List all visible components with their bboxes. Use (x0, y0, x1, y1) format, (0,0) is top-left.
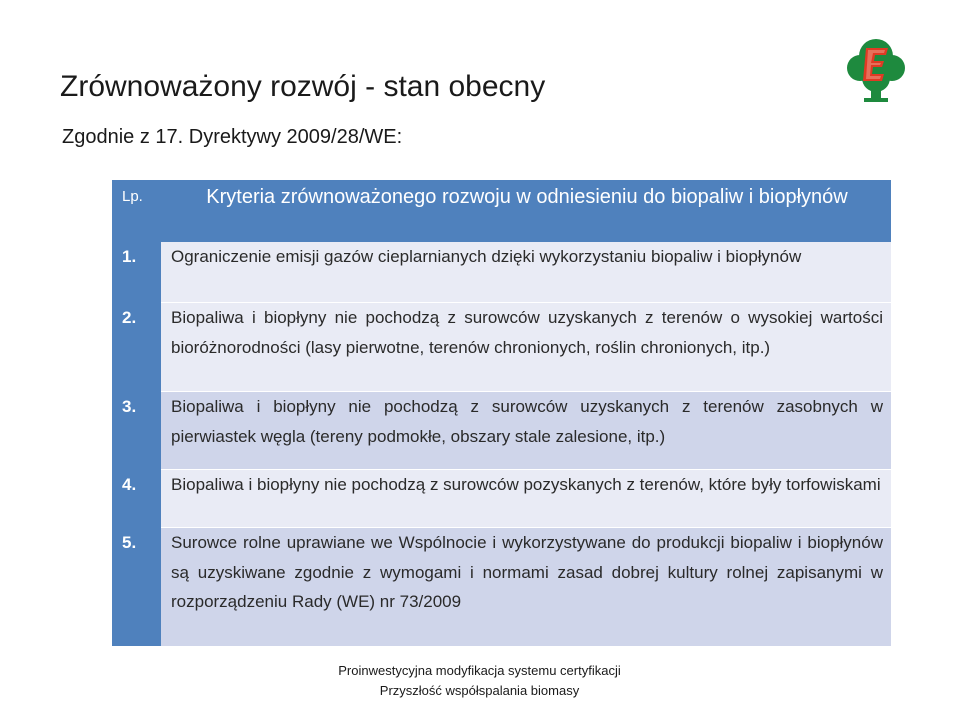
company-logo-icon (846, 36, 906, 104)
criteria-table (112, 180, 891, 646)
row-number: 4. (112, 470, 161, 528)
row-number: 2. (112, 303, 161, 392)
table-row (112, 303, 891, 392)
table-row (112, 242, 891, 303)
slide-title: Zrównoważony rozwój - stan obecny (60, 70, 546, 103)
footer-line-1: Proinwestycyjna modyfikacja systemu certyfikacji (338, 663, 621, 678)
row-text: Ograniczenie emisji gazów cieplarnianych dzięki wykorzystaniu biopaliw i biopłynów (161, 242, 891, 303)
slide-subtitle: Zgodnie z 17. Dyrektywy 2009/28/WE: (62, 126, 403, 148)
table-row (112, 392, 891, 470)
table-header (112, 180, 891, 242)
row-text: Biopaliwa i biopłyny nie pochodzą z surowców pozyskanych z terenów, które były torfowiskami (161, 470, 891, 528)
row-text: Biopaliwa i biopłyny nie pochodzą z surowców uzyskanych z terenów o wysokiej wartości bioróżnorodności (lasy pierwotne, terenów chronionych, roślin chronionych, itp.) (161, 303, 891, 392)
header-title: Kryteria zrównoważonego rozwoju w odniesieniu do biopaliw i biopłynów (206, 186, 848, 208)
row-number: 1. (112, 242, 161, 303)
row-number: 5. (112, 528, 161, 646)
footer-line-2: Przyszłość współspalania biomasy (379, 683, 580, 698)
row-text: Surowce rolne uprawiane we Wspólnocie i wykorzystywane do produkcji biopaliw i biopłynów są uzyskiwane zgodnie z wymogami i normami zasad dobrej kultury rolnej zapisanymi w rozporządzeniu Rady (WE) nr 73/2009 (161, 528, 891, 646)
row-number: 3. (112, 392, 161, 470)
table-row (112, 528, 891, 646)
header-num: Lp. (112, 180, 161, 242)
row-text: Biopaliwa i biopłyny nie pochodzą z surowców uzyskanych z terenów zasobnych w pierwiastek węgla (tereny podmokłe, obszary stale zalesione, itp.) (161, 392, 891, 470)
table-row (112, 470, 891, 528)
